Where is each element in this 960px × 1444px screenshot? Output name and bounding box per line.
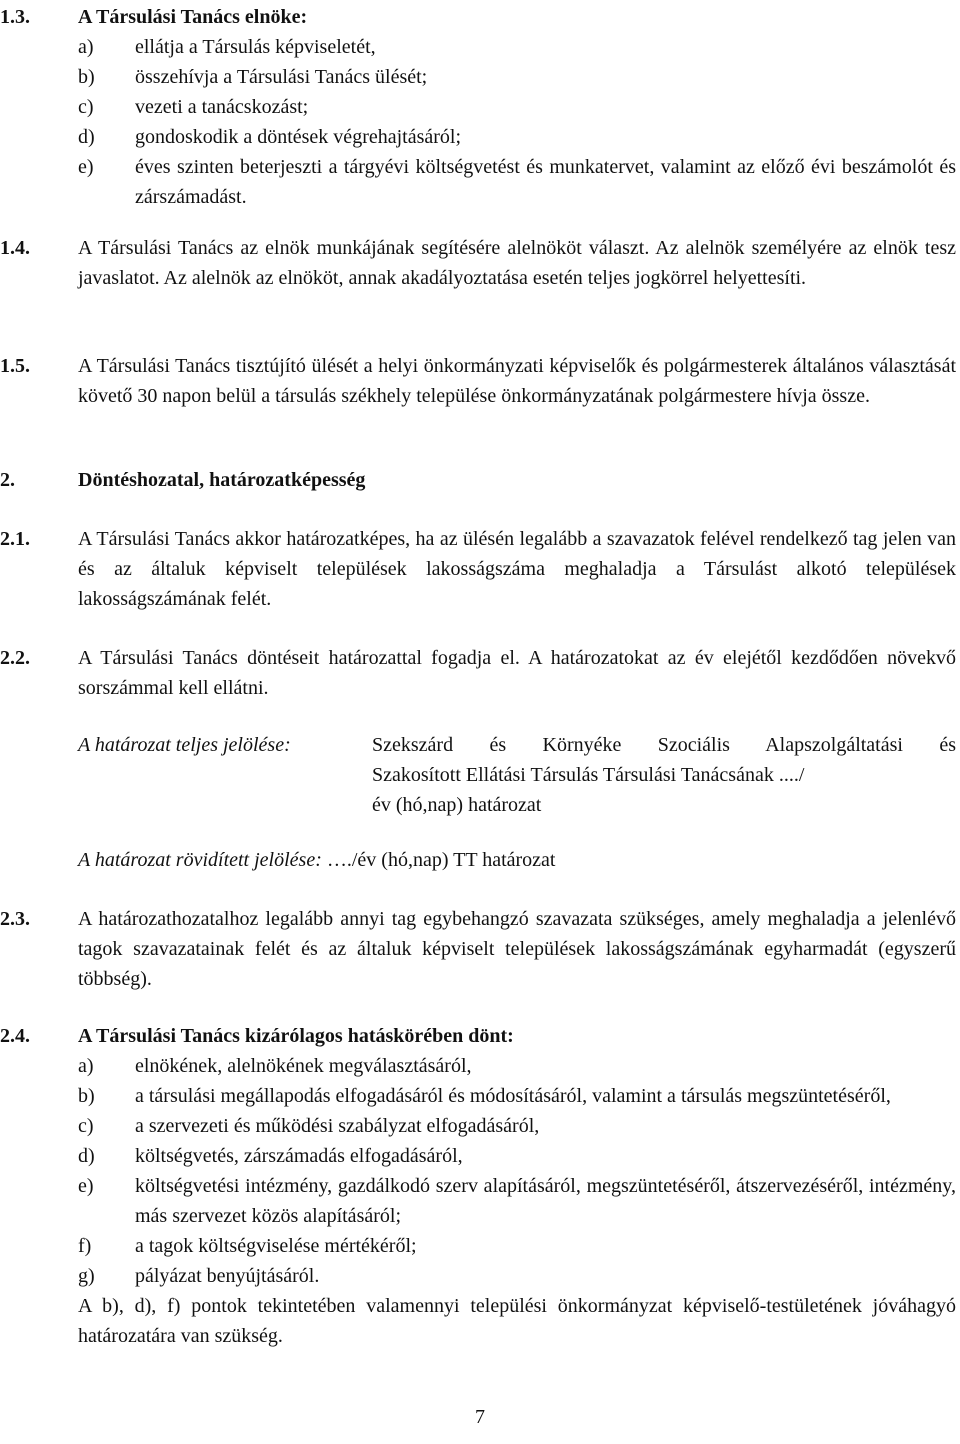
section-number: 2.3. <box>0 908 30 930</box>
list-item-text: költségvetés, zárszámadás elfogadásáról, <box>135 1145 463 1167</box>
list-item <box>78 1141 956 1171</box>
definition-value-line: Szekszárd és Környéke Szociális Alapszolgáltatási és <box>372 734 956 756</box>
list-item-text: költségvetési intézmény, gazdálkodó szerv alapításáról, megszüntetéséről, átszervezéséről, intézmény, más szervezet közös alapításáról; <box>135 1175 956 1227</box>
section-heading: Döntéshozatal, határozatképesség <box>78 469 366 491</box>
list-item <box>78 122 956 152</box>
list-item-label: a) <box>78 1055 94 1077</box>
list-item <box>78 1171 956 1231</box>
section-2-3 <box>0 904 956 994</box>
list-item-label: c) <box>78 96 94 118</box>
section-number: 2. <box>0 469 15 491</box>
section-2-1 <box>0 524 956 614</box>
section-2-2 <box>0 643 956 703</box>
list-item-text: gondoskodik a döntések végrehajtásáról; <box>135 126 462 148</box>
section-heading: A Társulási Tanács elnöke: <box>78 6 308 28</box>
section-text: A Társulási Tanács tisztújító ülését a helyi önkormányzati képviselők és polgármesterek általános választását követő 30 napon belül a társulás székhely települése önkormányzatának polgármestere hívja össze. <box>78 355 956 407</box>
list-item-text: a tagok költségviselése mértékéről; <box>135 1235 417 1257</box>
section-text: A Társulási Tanács az elnök munkájának segítésére alelnököt választ. Az alelnök személyére az elnök tesz javaslatot. Az alelnök az elnököt, annak akadályoztatása esetén teljes jogkörrel helyettesíti. <box>78 237 956 289</box>
list-item-text: vezeti a tanácskozást; <box>135 96 309 118</box>
resolution-short-designation <box>0 845 956 875</box>
list-item-label: c) <box>78 1115 94 1137</box>
section-number: 2.4. <box>0 1025 30 1047</box>
list-item <box>78 1261 956 1291</box>
section-1-4 <box>0 233 956 293</box>
section-text: A Társulási Tanács akkor határozatképes, ha az ülésén legalább a szavazatok felével rendelkező tag jelen van és az általuk képviselt települések lakosságszáma meghaladja a Társulást alkotó települések lakosságszámának felét. <box>78 528 956 610</box>
section-text: A Társulási Tanács döntéseit határozattal fogadja el. A határozatokat az év elejétől kezdődően növekvő sorszámmal kell ellátni. <box>78 647 956 699</box>
section-number: 1.4. <box>0 237 30 259</box>
list-item-text: éves szinten beterjeszti a tárgyévi költségvetést és munkatervet, valamint az előző évi beszámolót és zárszámadást. <box>135 156 956 208</box>
list-item-label: f) <box>78 1235 92 1257</box>
section-heading: A Társulási Tanács kizárólagos hatáskörében dönt: <box>78 1025 514 1047</box>
list-item-label: b) <box>78 1085 95 1107</box>
list-item-text: elnökének, alelnökének megválasztásáról, <box>135 1055 472 1077</box>
list-item-text: pályázat benyújtásáról. <box>135 1265 320 1287</box>
definition-value-line: Szakosított Ellátási Társulás Társulási Tanácsának ..../ <box>372 764 805 786</box>
list-item-label: a) <box>78 36 94 58</box>
list-item-text: ellátja a Társulás képviseletét, <box>135 36 376 58</box>
section-1-3 <box>0 2 956 212</box>
list-item-label: b) <box>78 66 95 88</box>
section-1-5 <box>0 351 956 411</box>
list-item-label: g) <box>78 1265 95 1287</box>
resolution-full-designation <box>0 730 956 820</box>
list-item <box>78 1111 956 1141</box>
definition-label: A határozat teljes jelölése: <box>78 734 291 756</box>
section-note: A b), d), f) pontok tekintetében valamennyi települési önkormányzat képviselő-testületének jóváhagyó határozatára van szükség. <box>78 1295 956 1347</box>
section-number: 1.5. <box>0 355 30 377</box>
definition-value: …./év (hó,nap) TT határozat <box>326 849 556 871</box>
list-item <box>78 1231 956 1261</box>
list-item <box>78 62 956 92</box>
definition-value-line: év (hó,nap) határozat <box>372 794 542 816</box>
section-number: 2.2. <box>0 647 30 669</box>
list-item-label: d) <box>78 1145 95 1167</box>
list-item-label: e) <box>78 1175 94 1197</box>
section-number: 1.3. <box>0 6 30 28</box>
definition-label: A határozat rövidített jelölése: <box>78 849 322 871</box>
list-item-label: d) <box>78 126 95 148</box>
section-2 <box>0 465 956 495</box>
list-item <box>78 1051 956 1081</box>
section-2-4 <box>0 1021 956 1351</box>
list-item <box>78 152 956 212</box>
list-item <box>78 1081 956 1111</box>
list-item-label: e) <box>78 156 94 178</box>
list-item <box>78 32 956 62</box>
list-item-text: a társulási megállapodás elfogadásáról és módosításáról, valamint a társulás megszüntetéséről, <box>135 1085 891 1107</box>
list-item-text: a szervezeti és működési szabályzat elfogadásáról, <box>135 1115 540 1137</box>
section-number: 2.1. <box>0 528 30 550</box>
page-number: 7 <box>475 1406 485 1428</box>
list-item-text: összehívja a Társulási Tanács ülését; <box>135 66 428 88</box>
list-item <box>78 92 956 122</box>
section-text: A határozathozatalhoz legalább annyi tag egybehangzó szavazata szükséges, amely meghaladja a jelenlévő tagok szavazatainak felét és az általuk képviselt települések lakosságszámának egyharmadát (egyszerű többség). <box>78 908 956 990</box>
